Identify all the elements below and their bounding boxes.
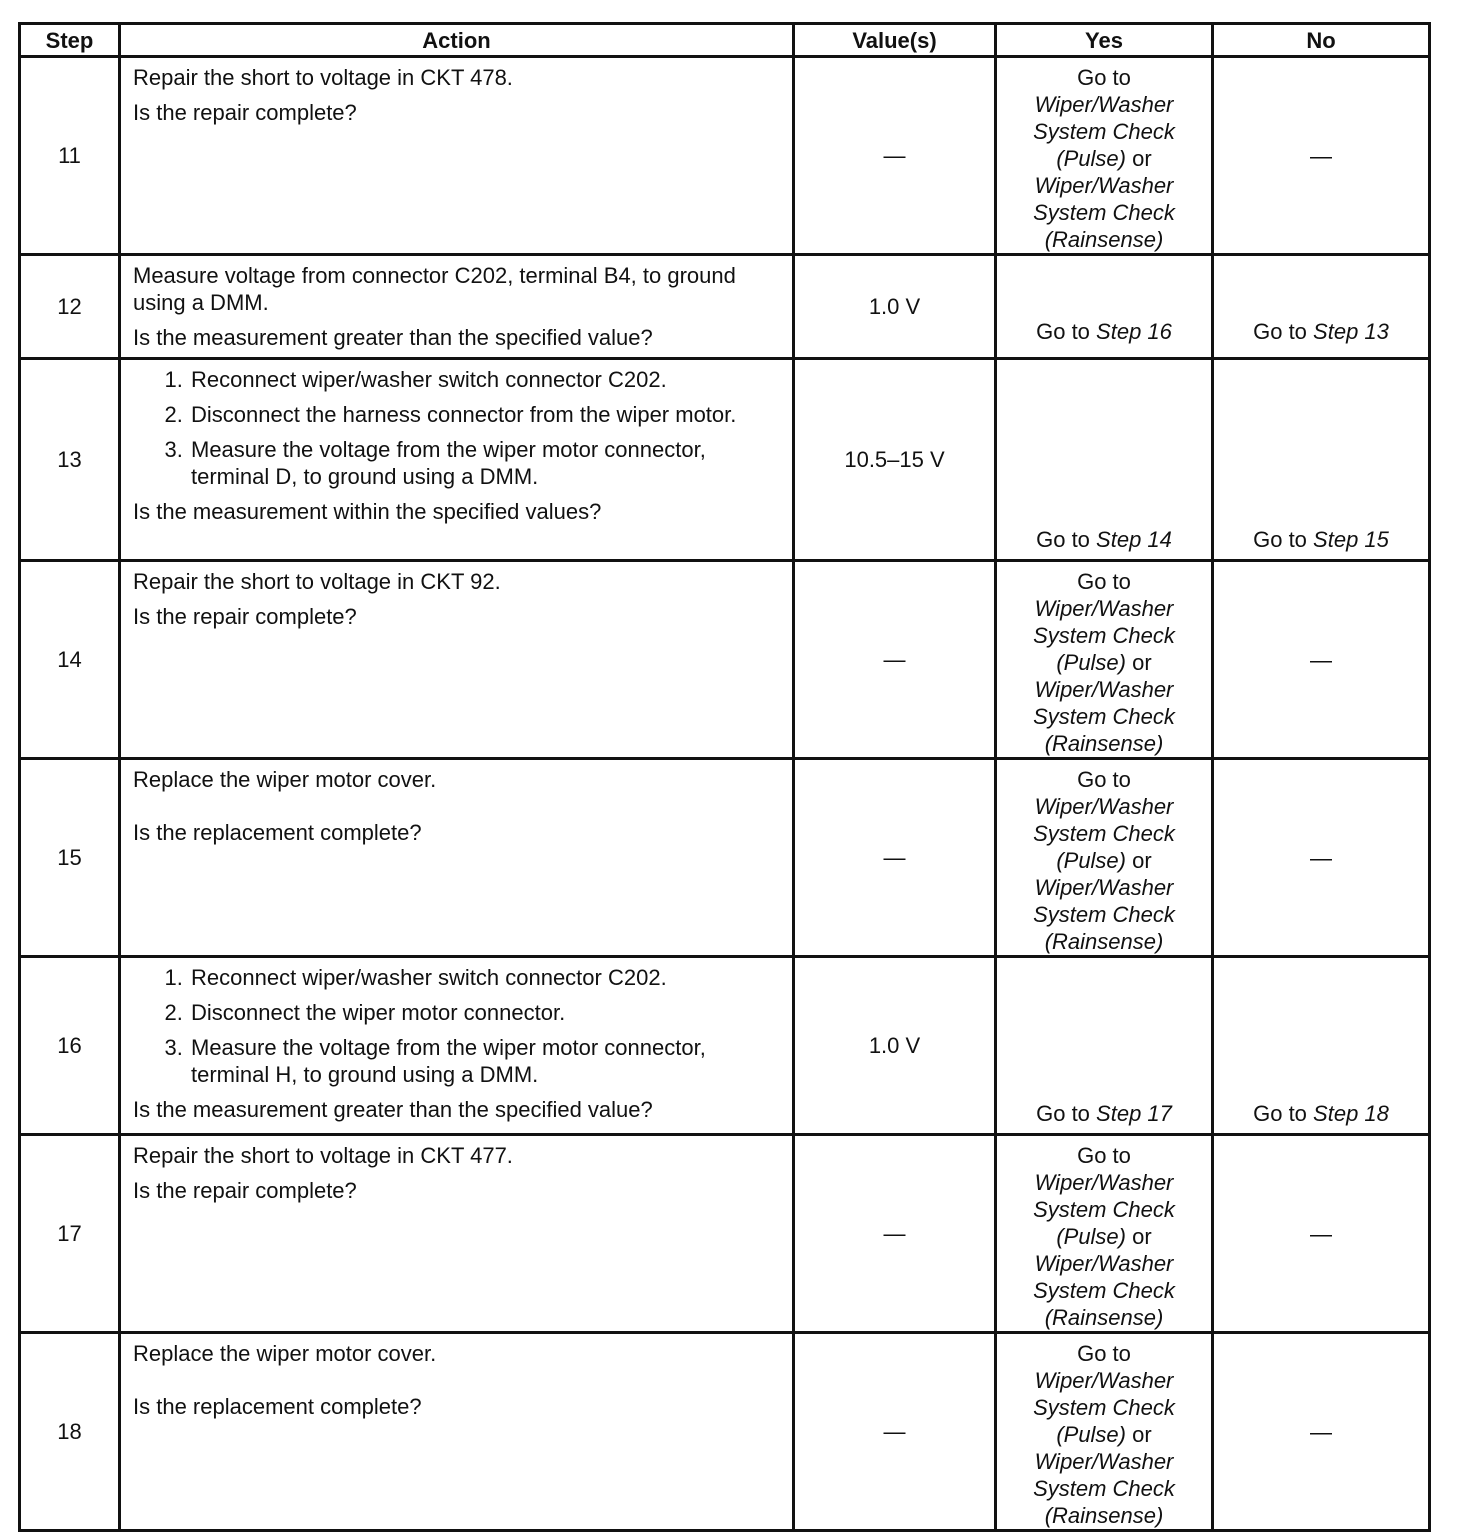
table-row (20, 759, 1430, 957)
action-cell (120, 1333, 794, 1531)
goto-step-link: Step 13 (1313, 319, 1389, 344)
action-text: Measure voltage from connector C202, terminal B4, to ground using a DMM. (133, 263, 736, 315)
goto-check-suffix: (Rainsense) (1044, 929, 1164, 954)
yes-cell (996, 1333, 1213, 1531)
action-text: Repair the short to voltage in CKT 477. (133, 1143, 513, 1168)
goto-prefix: Go to (1077, 767, 1131, 792)
action-cell (120, 57, 794, 255)
goto-or: or (1132, 650, 1152, 675)
goto-check-suffix: (Rainsense) (1044, 227, 1164, 252)
goto-prefix: Go to (1253, 319, 1307, 344)
goto-check-link: Wiper/Washer System Check (1033, 875, 1175, 927)
value-cell: — (794, 561, 996, 759)
yes-cell (996, 759, 1213, 957)
no-value: — (1310, 143, 1332, 168)
action-step-item: 3. Measure the voltage from the wiper motor connector, terminal H, to ground using a DMM. (189, 1034, 780, 1088)
diagnostic-table (18, 22, 1431, 1532)
value-cell: — (794, 57, 996, 255)
yes-cell (996, 957, 1213, 1135)
action-step-item: 2. Disconnect the wiper motor connector. (189, 999, 780, 1026)
no-cell (1213, 561, 1430, 759)
goto-check-suffix: (Pulse) (1056, 146, 1126, 171)
no-cell (1213, 359, 1430, 561)
value-cell: — (794, 1135, 996, 1333)
header-no: No (1213, 24, 1430, 57)
table-row (20, 561, 1430, 759)
action-question: Is the replacement complete? (133, 1394, 422, 1419)
action-step-item: 2. Disconnect the harness connector from the wiper motor. (189, 401, 780, 428)
step-number: 16 (20, 957, 120, 1135)
action-text: Repair the short to voltage in CKT 92. (133, 569, 501, 594)
action-step-item: 1. Reconnect wiper/washer switch connector C202. (189, 964, 780, 991)
table-row (20, 359, 1430, 561)
goto-check-link: Wiper/Washer System Check (1033, 677, 1175, 729)
action-cell (120, 255, 794, 359)
goto-or: or (1132, 1224, 1152, 1249)
action-step-item: 3. Measure the voltage from the wiper motor connector, terminal D, to ground using a DMM. (189, 436, 780, 490)
goto-prefix: Go to (1253, 527, 1307, 552)
action-question: Is the measurement within the specified values? (133, 499, 602, 524)
goto-check-suffix: (Pulse) (1056, 650, 1126, 675)
yes-cell (996, 255, 1213, 359)
no-goto (1214, 318, 1428, 345)
goto-check-link: Wiper/Washer System Check (1033, 596, 1175, 648)
goto-prefix: Go to (1077, 65, 1131, 90)
value-cell: 10.5–15 V (794, 359, 996, 561)
goto-or: or (1132, 1422, 1152, 1447)
header-yes: Yes (996, 24, 1213, 57)
no-value: — (1310, 845, 1332, 870)
action-steps-list (133, 366, 780, 490)
goto-step-link: Step 16 (1096, 319, 1172, 344)
goto-prefix: Go to (1036, 527, 1090, 552)
goto-step-link: Step 18 (1313, 1101, 1389, 1126)
no-cell (1213, 255, 1430, 359)
no-value: — (1310, 1419, 1332, 1444)
no-cell (1213, 1135, 1430, 1333)
no-cell (1213, 957, 1430, 1135)
goto-check-suffix: (Pulse) (1056, 1224, 1126, 1249)
goto-prefix: Go to (1077, 1143, 1131, 1168)
yes-goto (997, 760, 1211, 955)
header-step: Step (20, 24, 120, 57)
no-value: — (1310, 647, 1332, 672)
goto-check-link: Wiper/Washer System Check (1033, 1368, 1175, 1420)
action-cell (120, 359, 794, 561)
yes-cell (996, 561, 1213, 759)
action-text: Replace the wiper motor cover. (133, 767, 437, 792)
action-cell (120, 957, 794, 1135)
action-text: Replace the wiper motor cover. (133, 1341, 437, 1366)
goto-check-link: Wiper/Washer System Check (1033, 794, 1175, 846)
yes-cell (996, 57, 1213, 255)
goto-or: or (1132, 848, 1152, 873)
goto-check-link: Wiper/Washer System Check (1033, 173, 1175, 225)
table-row (20, 57, 1430, 255)
header-action: Action (120, 24, 794, 57)
yes-goto (997, 562, 1211, 757)
goto-prefix: Go to (1036, 319, 1090, 344)
goto-step-link: Step 14 (1096, 527, 1172, 552)
step-number: 18 (20, 1333, 120, 1531)
goto-check-link: Wiper/Washer System Check (1033, 1170, 1175, 1222)
step-number: 14 (20, 561, 120, 759)
no-cell (1213, 1333, 1430, 1531)
table-row (20, 1333, 1430, 1531)
no-cell (1213, 57, 1430, 255)
goto-check-suffix: (Rainsense) (1044, 731, 1164, 756)
goto-prefix: Go to (1077, 1341, 1131, 1366)
action-question: Is the repair complete? (133, 100, 357, 125)
yes-cell (996, 359, 1213, 561)
goto-or: or (1132, 146, 1152, 171)
no-cell (1213, 759, 1430, 957)
table-row (20, 957, 1430, 1135)
step-number: 15 (20, 759, 120, 957)
value-cell: 1.0 V (794, 255, 996, 359)
goto-prefix: Go to (1253, 1101, 1307, 1126)
yes-goto (997, 1334, 1211, 1529)
header-values: Value(s) (794, 24, 996, 57)
goto-check-link: Wiper/Washer System Check (1033, 1251, 1175, 1303)
value-cell: — (794, 1333, 996, 1531)
action-question: Is the repair complete? (133, 1178, 357, 1203)
table-row (20, 1135, 1430, 1333)
action-step-item: 1. Reconnect wiper/washer switch connector C202. (189, 366, 780, 393)
step-number: 11 (20, 57, 120, 255)
action-cell (120, 759, 794, 957)
yes-goto (997, 1136, 1211, 1331)
goto-check-suffix: (Rainsense) (1044, 1305, 1164, 1330)
goto-check-suffix: (Pulse) (1056, 848, 1126, 873)
yes-goto (997, 58, 1211, 253)
yes-goto (997, 318, 1211, 345)
goto-check-suffix: (Pulse) (1056, 1422, 1126, 1447)
goto-check-suffix: (Rainsense) (1044, 1503, 1164, 1528)
no-goto (1214, 1100, 1428, 1127)
yes-goto (997, 1100, 1211, 1127)
action-cell (120, 561, 794, 759)
goto-step-link: Step 17 (1096, 1101, 1172, 1126)
step-number: 13 (20, 359, 120, 561)
step-number: 12 (20, 255, 120, 359)
no-value: — (1310, 1221, 1332, 1246)
table-row (20, 255, 1430, 359)
header-row (20, 24, 1430, 57)
action-text: Repair the short to voltage in CKT 478. (133, 65, 513, 90)
action-question: Is the measurement greater than the specified value? (133, 1097, 653, 1122)
action-question: Is the measurement greater than the specified value? (133, 325, 653, 350)
yes-goto (997, 526, 1211, 553)
goto-check-link: Wiper/Washer System Check (1033, 1449, 1175, 1501)
action-question: Is the replacement complete? (133, 820, 422, 845)
no-goto (1214, 526, 1428, 553)
value-cell: — (794, 759, 996, 957)
action-question: Is the repair complete? (133, 604, 357, 629)
goto-check-link: Wiper/Washer System Check (1033, 92, 1175, 144)
step-number: 17 (20, 1135, 120, 1333)
goto-prefix: Go to (1077, 569, 1131, 594)
action-steps-list (133, 964, 780, 1088)
action-cell (120, 1135, 794, 1333)
yes-cell (996, 1135, 1213, 1333)
value-cell: 1.0 V (794, 957, 996, 1135)
goto-prefix: Go to (1036, 1101, 1090, 1126)
goto-step-link: Step 15 (1313, 527, 1389, 552)
